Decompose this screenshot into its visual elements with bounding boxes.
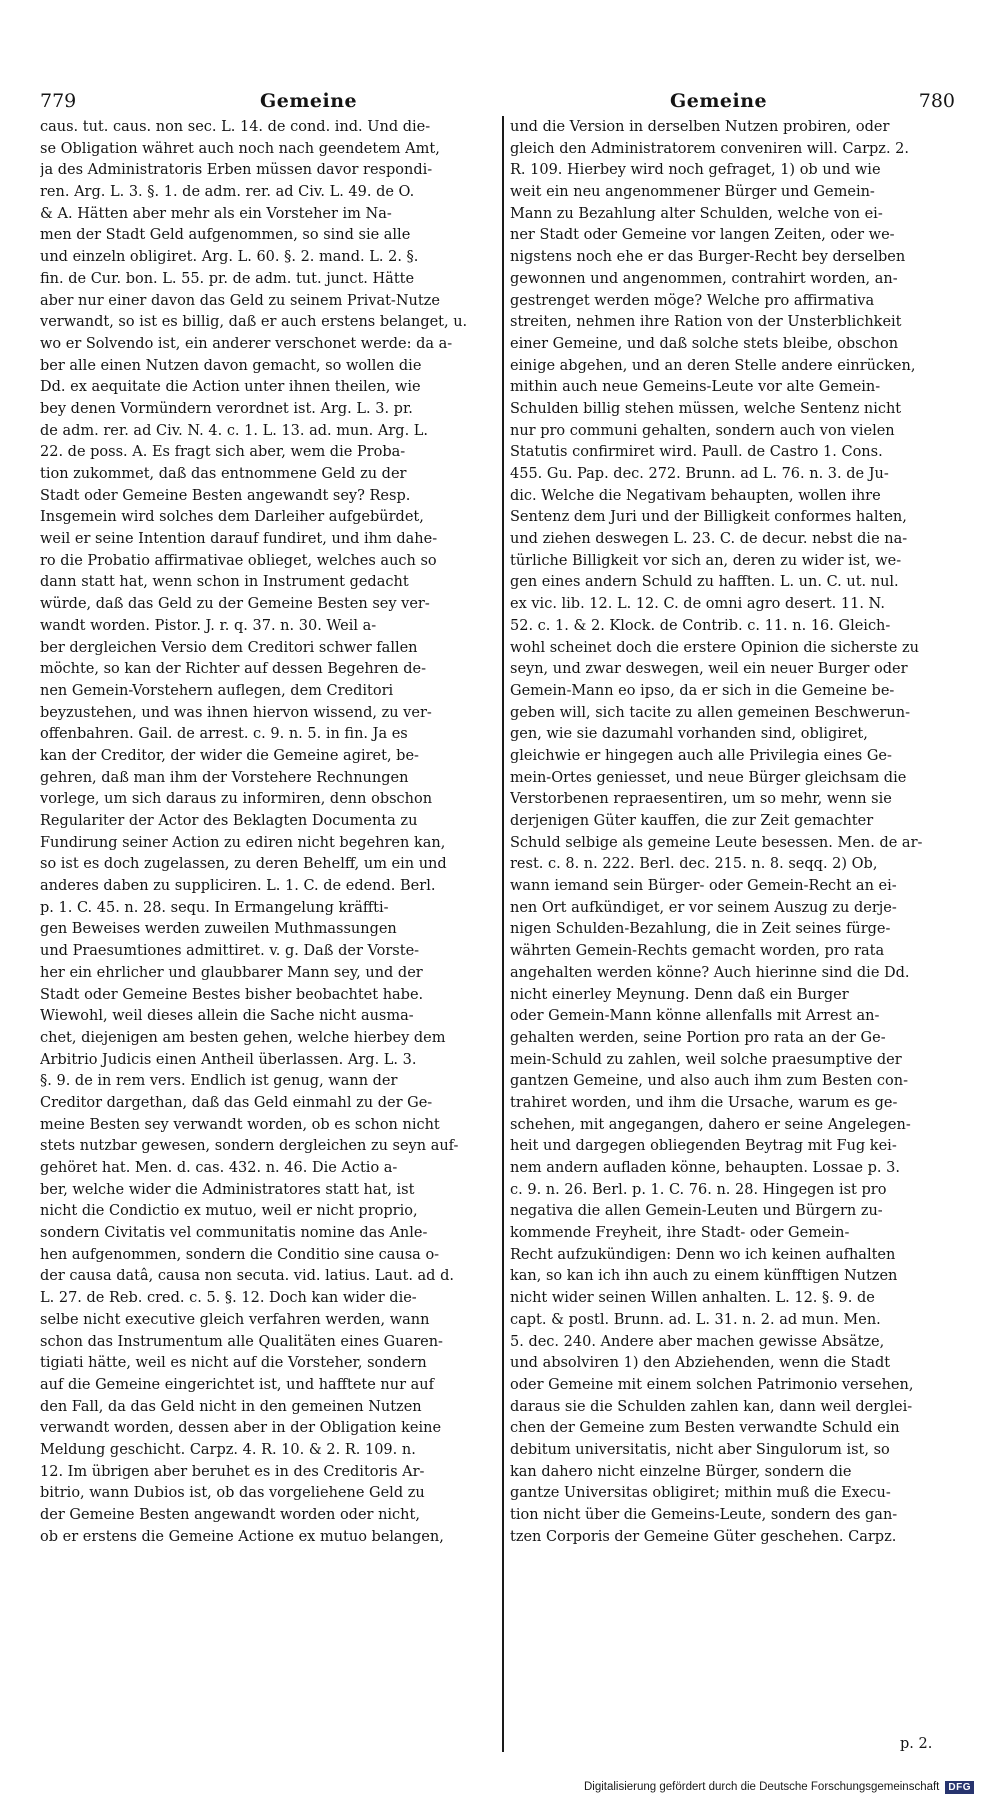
text-line: nigen Schulden-Bezahlung, die in Zeit seines fürge- [510, 921, 891, 938]
text-line: 12. Im übrigen aber beruhet es in des Creditoris Ar- [40, 1463, 425, 1480]
text-line: 52. c. 1. & 2. Klock. de Contrib. c. 11. n. 16. Gleich- [510, 617, 891, 634]
text-line: tzen Corporis der Gemeine Güter geschehen. Carpz. [510, 1528, 897, 1545]
text-line: anderes daben zu suppliciren. L. 1. C. de edend. Berl. [40, 878, 436, 895]
text-line: und Praesumtiones admittiret. v. g. Daß der Vorste- [40, 943, 420, 960]
text-line: schehen, mit angegangen, dahero er seine Angelegen- [510, 1116, 911, 1133]
text-line: kan der Creditor, der wider die Gemeine agiret, be- [40, 747, 419, 764]
text-line: wo er Solvendo ist, ein anderer verschonet werde: da a- [40, 335, 453, 352]
text-line: oder Gemeine mit einem solchen Patrimonio versehen, [510, 1376, 914, 1393]
page-number-left: 779 [40, 90, 77, 112]
text-line: kan, so kan ich ihn auch zu einem künfftigen Nutzen [510, 1268, 898, 1285]
text-line: nem andern aufladen könne, behaupten. Lossae p. 3. [510, 1160, 900, 1176]
page-header [30, 86, 955, 116]
text-line: verwandt worden, dessen aber in der Obligation keine [40, 1420, 442, 1437]
text-line: gehren, daß man ihm der Vorstehere Rechnungen [40, 769, 409, 786]
text-line: weit ein neu angenommener Bürger und Gemein- [510, 184, 875, 201]
text-line: kommende Freyheit, ihre Stadt- oder Gemein- [510, 1225, 850, 1242]
dfg-logo: DFG [945, 1781, 974, 1794]
text-line: beyzustehen, und was ihnen hiervon wissend, zu ver- [40, 704, 432, 721]
text-line: nicht einerley Meynung. Denn daß ein Burger [510, 986, 849, 1003]
text-line: 22. de poss. A. Es fragt sich aber, wem die Proba- [40, 444, 406, 461]
text-line: türliche Billigkeit vor sich an, deren zu wider ist, we- [510, 552, 902, 569]
text-line: wohl scheinet doch die erstere Opinion die sicherste zu [510, 639, 919, 656]
column-divider [502, 116, 504, 1752]
text-line: und einzeln obligiret. Arg. L. 60. §. 2. mand. L. 2. §. [40, 249, 419, 266]
text-line: der Gemeine Besten angewandt worden oder nicht, [40, 1507, 420, 1523]
text-line: gantzen Gemeine, und also auch ihm zum Besten con- [510, 1073, 909, 1090]
text-line: geben will, sich tacite zu allen gemeinen Beschwerun- [510, 704, 910, 721]
text-line: de adm. rer. ad Civ. N. 4. c. 1. L. 13. ad. mun. Arg. L. [40, 422, 429, 439]
text-line: nicht die Condictio ex mutuo, weil er nicht proprio, [40, 1203, 418, 1220]
text-line: ren. Arg. L. 3. §. 1. de adm. rer. ad Civ. L. 49. de O. [40, 184, 415, 201]
text-line: ber dergleichen Versio dem Creditori schwer fallen [40, 639, 418, 656]
text-line: gestrenget werden möge? Welche pro affirmativa [510, 292, 875, 309]
text-line: se Obligation währet auch noch nach geendetem Amt, [40, 140, 440, 157]
text-line: Insgemein wird solches dem Darleiher aufgebürdet, [40, 509, 424, 526]
text-line: und die Version in derselben Nutzen probiren, oder [510, 119, 890, 135]
text-line: gantze Universitas obligiret; mithin muß die Execu- [510, 1485, 891, 1502]
text-line: einer Gemeine, und daß solche stets bleibe, obschon [510, 335, 899, 352]
text-line: negativa die allen Gemein-Leuten und Bürgern zu- [510, 1203, 883, 1220]
text-line: ob er erstens die Gemeine Actione ex mutuo belangen, [40, 1528, 444, 1545]
text-line: gehalten werden, seine Portion pro rata an der Ge- [510, 1029, 886, 1046]
text-line: Creditor dargethan, daß das Geld einmahl zu der Ge- [40, 1094, 433, 1111]
catchword: p. 2. [900, 1736, 933, 1752]
text-line: stets nutzbar gewesen, sondern dergleichen zu seyn auf- [40, 1138, 459, 1155]
page-number-right: 780 [918, 90, 955, 112]
text-line: ber, welche wider die Administratores statt hat, ist [40, 1181, 415, 1198]
text-line: rest. c. 8. n. 222. Berl. dec. 215. n. 8. seqq. 2) Ob, [510, 856, 878, 873]
text-line: gehöret hat. Men. d. cas. 432. n. 46. Die Actio a- [40, 1160, 398, 1176]
digitization-footer [584, 1778, 974, 1796]
text-line: dic. Welche die Negativam behaupten, wollen ihre [510, 487, 881, 504]
text-column-left [40, 117, 485, 1757]
text-line: wandt worden. Pistor. J. r. q. 37. n. 30. Weil a- [40, 617, 377, 634]
text-line: Sentenz dem Juri und der Billigkeit conformes halten, [510, 509, 907, 526]
text-line: und absolviren 1) den Abziehenden, wenn die Stadt [510, 1355, 891, 1372]
text-line: fin. de Cur. bon. L. 55. pr. de adm. tut. junct. Hätte [40, 270, 415, 287]
text-line: kan dahero nicht einzelne Bürger, sondern die [510, 1463, 852, 1480]
text-line: gen Beweises werden zuweilen Muthmassungen [40, 921, 397, 938]
text-line: gen eines andern Schuld zu hafften. L. un. C. ut. nul. [510, 574, 899, 591]
text-line: her ein ehrlicher und glaubbarer Mann sey, und der [40, 964, 423, 981]
text-line: selbe nicht executive gleich verfahren werden, wann [40, 1311, 430, 1328]
text-line: §. 9. de in rem vers. Endlich ist genug, wann der [40, 1073, 398, 1090]
text-line: Stadt oder Gemeine Bestes bisher beobachtet habe. [40, 986, 424, 1003]
text-line: so ist es doch zugelassen, zu deren Behelff, um ein und [40, 856, 447, 873]
text-line: trahiret worden, und ihm die Ursache, warum es ge- [510, 1094, 898, 1111]
text-line: würde, daß das Geld zu der Gemeine Besten sey ver- [40, 596, 430, 613]
text-line: wann iemand sein Bürger- oder Gemein-Recht an ei- [510, 878, 897, 895]
text-line: Statutis confirmiret wird. Paull. de Castro 1. Cons. [510, 444, 883, 461]
text-line: offenbahren. Gail. de arrest. c. 9. n. 5. in fin. Ja es [40, 726, 408, 743]
text-line: mithin auch neue Gemeins-Leute vor alte Gemein- [510, 379, 881, 396]
text-line: chet, diejenigen am besten gehen, welche hierbey dem [40, 1029, 446, 1046]
text-line: tion zukommet, daß das entnommene Geld zu der [40, 466, 407, 482]
text-line: währten Gemein-Rechts gemacht worden, pro rata [510, 943, 885, 960]
text-line: & A. Hätten aber mehr als ein Vorsteher im Na- [40, 205, 392, 222]
text-line: caus. tut. caus. non sec. L. 14. de cond. ind. Und die- [40, 119, 431, 135]
text-line: bitrio, wann Dubios ist, ob das vorgeliehene Geld zu [40, 1485, 425, 1502]
text-line: Verstorbenen repraesentiren, um so mehr, wenn sie [510, 791, 892, 808]
text-line: aber nur einer davon das Geld zu seinem Privat-Nutze [40, 292, 440, 309]
text-line: einige abgehen, und an deren Stelle andere einrücken, [510, 357, 916, 374]
text-line: nen Ort aufkündiget, er vor seinem Auszug zu derje- [510, 899, 897, 916]
text-line: chen der Gemeine zum Besten verwandte Schuld ein [510, 1420, 900, 1437]
text-line: mein-Schuld zu zahlen, weil solche praesumptive der [510, 1051, 902, 1068]
text-line: meine Besten sey verwandt worden, ob es schon nicht [40, 1116, 440, 1133]
text-line: tigiati hätte, weil es nicht auf die Vorsteher, sondern [40, 1355, 427, 1372]
text-line: derjenigen Güter kauffen, die zur Zeit gemachter [510, 813, 874, 829]
text-column-right [510, 117, 955, 1757]
text-line: ro die Probatio affirmativae oblieget, welches auch so [40, 552, 437, 569]
text-line: seyn, und zwar deswegen, weil ein neuer Burger oder [510, 661, 908, 678]
text-line: tion nicht über die Gemeins-Leute, sondern des gan- [510, 1507, 898, 1523]
text-line: ber alle einen Nutzen davon gemacht, so wollen die [40, 357, 422, 374]
text-line: auf die Gemeine eingerichtet ist, und hafftete nur auf [40, 1376, 434, 1393]
text-line: capt. & postl. Brunn. ad. L. 31. n. 2. ad mun. Men. [510, 1311, 881, 1328]
running-title-left: Gemeine [260, 90, 358, 112]
text-line: hen aufgenommen, sondern die Conditio sine causa o- [40, 1246, 440, 1263]
text-line: 5. dec. 240. Andere aber machen gewisse Absätze, [510, 1333, 885, 1350]
text-line: Fundirung seiner Action zu ediren nicht begehren kan, [40, 834, 446, 851]
text-line: men der Stadt Geld aufgenommen, so sind sie alle [40, 227, 411, 244]
text-line: oder Gemein-Mann könne allenfalls mit Arrest an- [510, 1008, 880, 1025]
text-line: nur pro communi gehalten, sondern auch von vielen [510, 422, 895, 439]
text-line: streiten, nehmen ihre Ration von der Unsterblichkeit [510, 314, 902, 331]
text-line: nicht wider seinen Willen anhalten. L. 12. §. 9. de [510, 1290, 875, 1307]
text-line: Meldung geschicht. Carpz. 4. R. 10. & 2. R. 109. n. [40, 1441, 416, 1458]
text-line: gen, wie sie dazumahl vorhanden sind, obligiret, [510, 726, 868, 743]
footer-credit-text: Digitalisierung gefördert durch die Deutsche Forschungsgemeinschaft [583, 1781, 940, 1793]
text-line: nigstens noch ehe er das Burger-Recht bey derselben [510, 249, 906, 266]
text-line: bey denen Vormündern verordnet ist. Arg. L. 3. pr. [40, 400, 413, 417]
text-line: gewonnen und angenommen, contrahirt worden, an- [510, 270, 898, 287]
text-line: Recht aufzukündigen: Denn wo ich keinen aufhalten [510, 1246, 896, 1263]
text-line: c. 9. n. 26. Berl. p. 1. C. 76. n. 28. Hingegen ist pro [510, 1181, 887, 1198]
text-line: L. 27. de Reb. cred. c. 5. §. 12. Doch kan wider die- [40, 1290, 417, 1307]
text-line: weil er seine Intention darauf fundiret, und ihm dahe- [40, 531, 438, 548]
text-line: debitum universitatis, nicht aber Singulorum ist, so [510, 1441, 890, 1458]
text-line: Regulariter der Actor des Beklagten Documenta zu [40, 813, 418, 829]
text-line: Schuld selbige als gemeine Leute besessen. Men. de ar- [510, 834, 923, 851]
text-line: Dd. ex aequitate die Action unter ihnen theilen, wie [40, 379, 421, 396]
text-line: ner Stadt oder Gemeine vor langen Zeiten, oder we- [510, 227, 895, 244]
text-line: Arbitrio Judicis einen Antheil überlassen. Arg. L. 3. [40, 1051, 417, 1068]
text-line: schon das Instrumentum alle Qualitäten eines Guaren- [40, 1333, 443, 1350]
text-line: den Fall, da das Geld nicht in den gemeinen Nutzen [40, 1398, 422, 1415]
text-line: mein-Ortes geniesset, und neue Bürger gleichsam die [510, 769, 907, 786]
text-line: daraus sie die Schulden zahlen kan, dann weil derglei- [510, 1398, 913, 1415]
text-line: ja des Administratoris Erben müssen davor respondi- [40, 162, 433, 179]
running-title-right: Gemeine [670, 90, 768, 112]
text-line: der causa datâ, causa non secuta. vid. latius. Laut. ad d. [40, 1268, 454, 1285]
text-line: verwandt, so ist es billig, daß er auch erstens belanget, u. [40, 314, 468, 331]
text-line: vorlege, um sich daraus zu informiren, denn obschon [40, 791, 433, 808]
text-line: R. 109. Hierbey wird noch gefraget, 1) ob und wie [510, 162, 881, 179]
text-line: Mann zu Bezahlung alter Schulden, welche von ei- [510, 205, 883, 222]
text-line: Gemein-Mann eo ipso, da er sich in die Gemeine be- [510, 682, 895, 699]
text-line: Stadt oder Gemeine Besten angewandt sey? Resp. [40, 487, 411, 504]
text-line: möchte, so kan der Richter auf dessen Begehren de- [40, 661, 426, 678]
text-line: heit und dargegen obliegenden Beytrag mit Fug kei- [510, 1138, 897, 1155]
text-line: Wiewohl, weil dieses allein die Sache nicht ausma- [40, 1008, 414, 1025]
text-line: sondern Civitatis vel communitatis nomine das Anle- [40, 1225, 428, 1242]
text-line: Schulden billig stehen müssen, welche Sentenz nicht [510, 400, 902, 417]
text-line: 455. Gu. Pap. dec. 272. Brunn. ad L. 76. n. 3. de Ju- [510, 466, 889, 482]
text-line: gleichwie er hingegen auch alle Privilegia eines Ge- [510, 747, 892, 764]
text-line: angehalten werden könne? Auch hierinne sind die Dd. [510, 964, 910, 981]
text-line: nen Gemein-Vorstehern auflegen, dem Creditori [40, 682, 394, 699]
text-line: p. 1. C. 45. n. 28. sequ. In Ermangelung kräffti- [40, 899, 389, 916]
text-line: ex vic. lib. 12. L. 12. C. de omni agro desert. 11. N. [510, 596, 885, 613]
text-line: dann statt hat, wenn schon in Instrument gedacht [40, 574, 409, 591]
text-line: und ziehen deswegen L. 23. C. de decur. nebst die na- [510, 531, 908, 548]
text-line: gleich den Administratorem conveniren will. Carpz. 2. [510, 140, 909, 157]
